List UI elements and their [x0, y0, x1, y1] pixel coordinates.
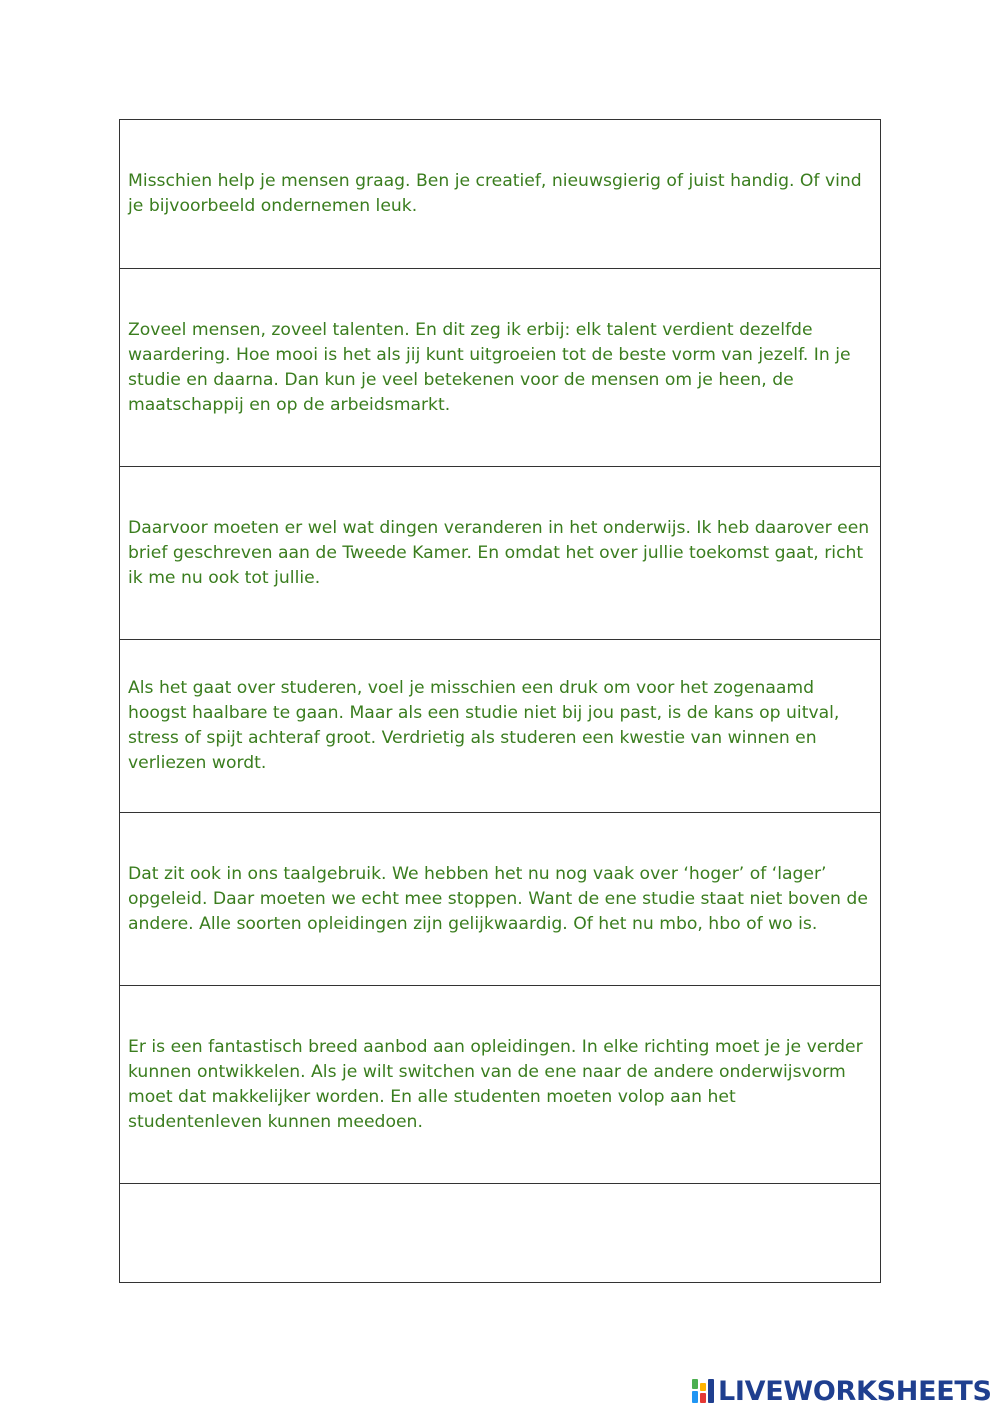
- table-row: [120, 467, 880, 640]
- liveworksheets-logo-icon: [692, 1379, 714, 1403]
- table-row: [120, 986, 880, 1184]
- row-text: Misschien help je mensen graag. Ben je creatief, nieuwsgierig of juist handig. Of vind je bijvoorbeeld ondernemen leuk.: [128, 171, 862, 216]
- row-text: Dat zit ook in ons taalgebruik. We hebben het nu nog vaak over ‘hoger’ of ‘lager’ opgeleid. Daar moeten we echt mee stoppen. Want de ene studie staat niet boven de andere. Alle soorten opleidingen zijn gelijkwaardig. Of het nu mbo, hbo of wo is.: [128, 863, 868, 934]
- table-row: [120, 813, 880, 986]
- table-row: [120, 120, 880, 269]
- table-row: [120, 640, 880, 813]
- row-text: Zoveel mensen, zoveel talenten. En dit zeg ik erbij: elk talent verdient dezelfde waardering. Hoe mooi is het als jij kunt uitgroeien tot de beste vorm van jezelf. In je studie en daarna. Dan kun je veel betekenen voor de mensen om je heen, de maatschappij en op de arbeidsmarkt.: [128, 319, 851, 415]
- row-text: Er is een fantastisch breed aanbod aan opleidingen. In elke richting moet je je verder kunnen ontwikkelen. Als je wilt switchen van de ene naar de andere onderwijsvorm moet dat makkelijker worden. En alle studenten moeten volop aan het studentenleven kunnen meedoen.: [128, 1036, 863, 1132]
- row-text: Als het gaat over studeren, voel je misschien een druk om voor het zogenaamd hoogst haalbare te gaan. Maar als een studie niet bij jou past, is de kans op uitval, stress of spijt achteraf groot. Verdrietig als studeren een kwestie van winnen en verliezen wordt.: [128, 678, 840, 773]
- empty-table-row: [120, 1184, 880, 1282]
- liveworksheets-logo[interactable]: [692, 1376, 992, 1406]
- text-table: [119, 119, 881, 1283]
- table-row: [120, 269, 880, 467]
- logo-text: LIVEWORKSHEETS: [718, 1375, 992, 1407]
- row-text: Daarvoor moeten er wel wat dingen veranderen in het onderwijs. Ik heb daarover een brief geschreven aan de Tweede Kamer. En omdat het over jullie toekomst gaat, richt ik me nu ook tot jullie.: [128, 517, 870, 588]
